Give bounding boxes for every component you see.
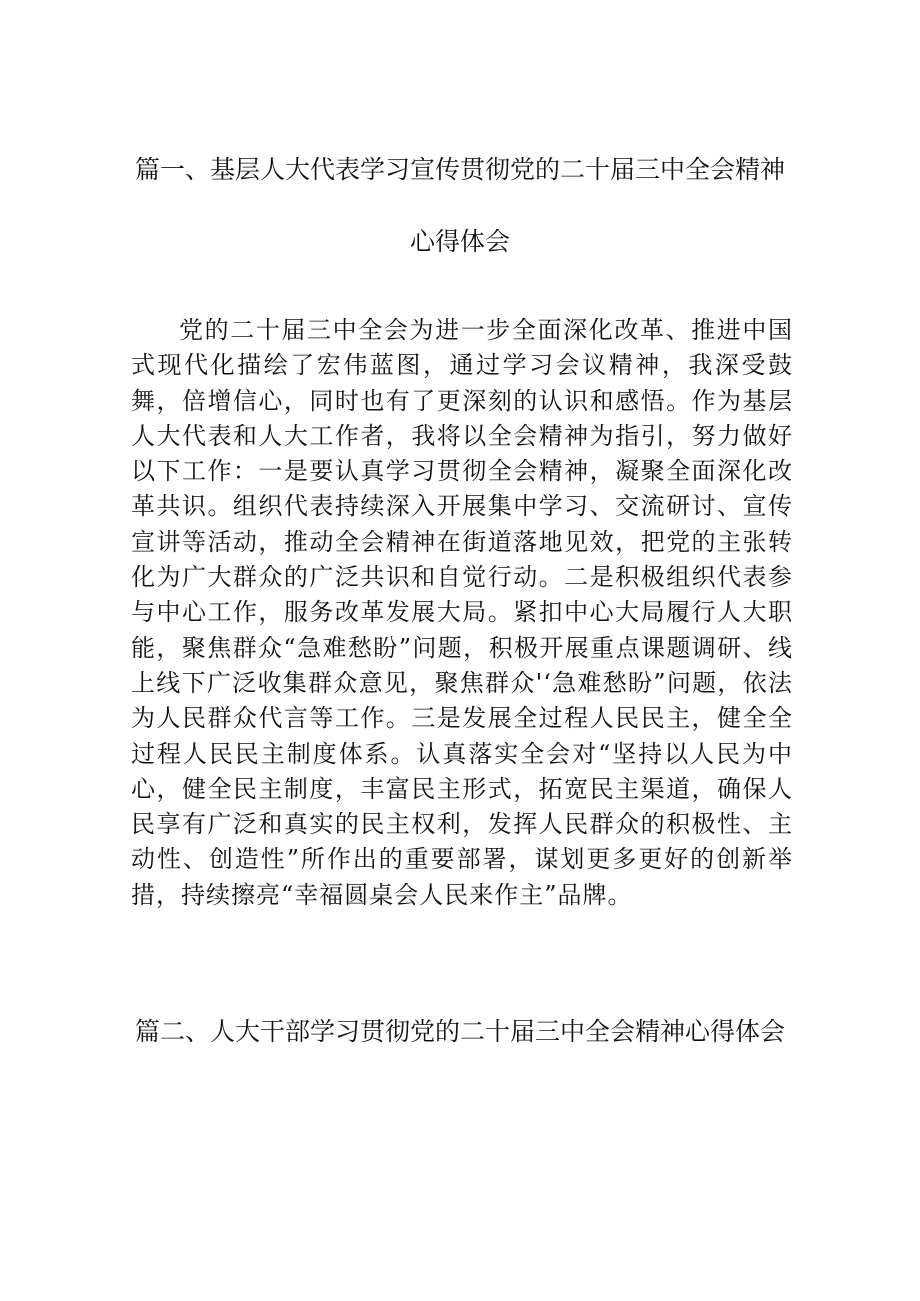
section-two-title: 篇二、人大干部学习贯彻党的二十届三中全会精神心得体会: [134, 1017, 785, 1046]
section-one-body: 党的二十届三中全会为进一步全面深化改革、推进中国式现代化描绘了宏伟蓝图，通过学习会议精神，我深受鼓舞，倍增信心，同时也有了更深刻的认识和感悟。作为基层人大代表和人大工作者，我将以全会精神为指引，努力做好以下工作：一是要认真学习贯彻全会精神，凝聚全面深化改革共识。组织代表持续深入开展集中学习、交流研讨、宣传宣讲等活动，推动全会精神在街道落地见效，把党的主张转化为广大群众的广泛共识和自觉行动。二是积极组织代表参与中心工作，服务改革发展大局。紧扣中心大局履行人大职能，聚焦群众“急难愁盼”问题，积极开展重点课题调研、线上线下广泛收集群众意见，聚焦群众'‘急难愁盼”问题，依法为人民群众代言等工作。三是发展全过程人民民主，健全全过程人民民主制度体系。认真落实全会对“坚持以人民为中心，健全民主制度，丰富民主形式，拓宽民主渠道，确保人民享有广泛和真实的民主权利，发挥人民群众的积极性、主动性、创造性”所作出的重要部署，谋划更多更好的创新举措，持续擦亮“幸福圆桌会人民来作主”品牌。: [131, 316, 793, 909]
section-one-title: 篇一、基层人大代表学习宣传贯彻党的二十届三中全会精神心得体会: [134, 155, 785, 256]
